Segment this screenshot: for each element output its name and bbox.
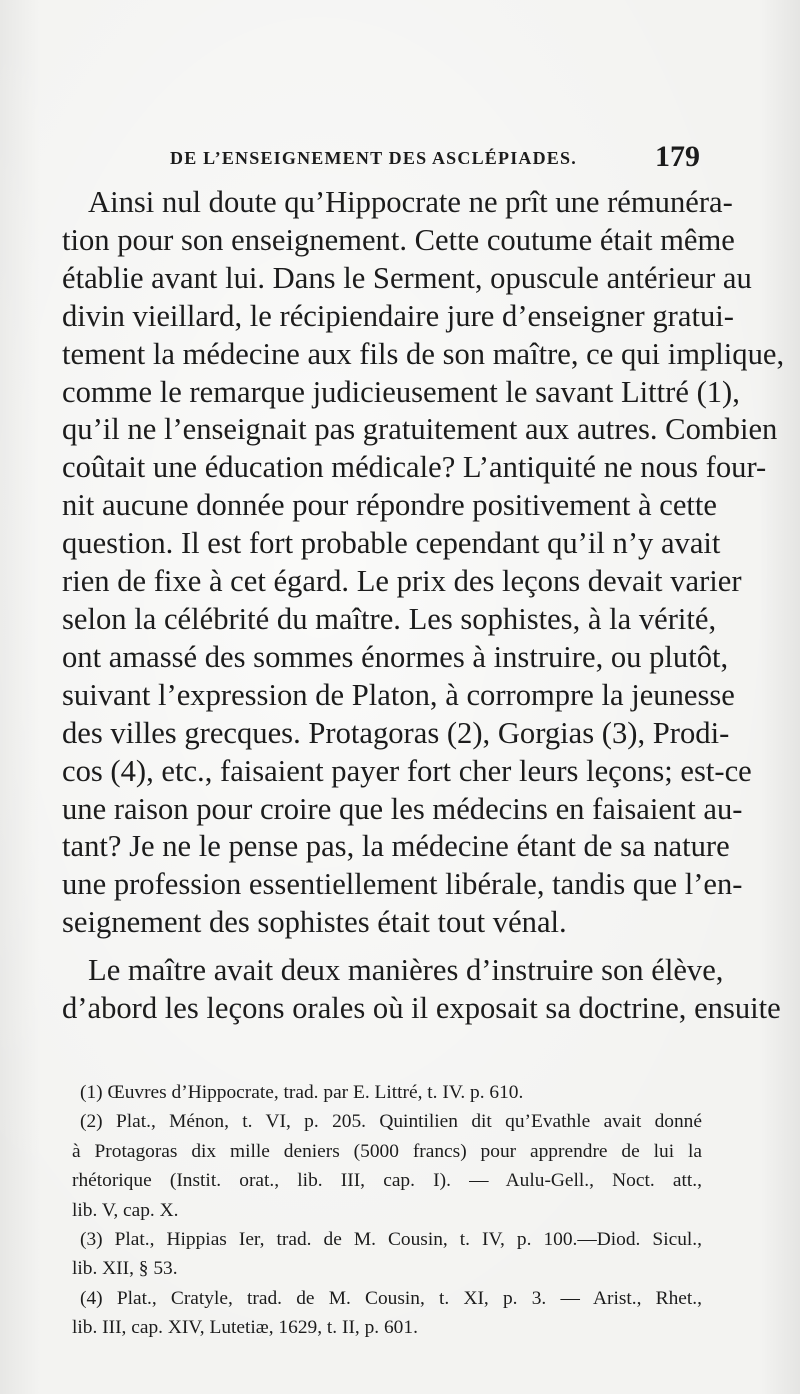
footnote-1 (72, 1078, 702, 1107)
text-line: Le maître avait deux manières d’instruire son élève, (88, 953, 724, 988)
text-line: tion pour son enseignement. Cette coutume était même (62, 222, 735, 257)
page-header (170, 140, 700, 180)
footnote-line: lib. V, cap. X. (72, 1199, 179, 1221)
footnote-3 (72, 1225, 702, 1284)
text-line: une profession essentiellement libérale, tandis que l’en- (62, 867, 743, 902)
text-line: selon la célébrité du maître. Les sophistes, à la vérité, (62, 601, 717, 636)
footnote-line: rhétorique (Instit. orat., lib. III, cap. I). — Aulu-Gell., Noct. att., (72, 1170, 702, 1192)
text-line: qu’il ne l’enseignait pas gratuitement aux autres. Combien (62, 412, 778, 447)
page-number: 179 (655, 140, 700, 173)
text-line: une raison pour croire que les médecins en faisaient au- (62, 791, 743, 826)
footnote-2 (72, 1107, 702, 1225)
text-line: nit aucune donnée pour répondre positivement à cette (62, 488, 717, 523)
text-line: comme le remarque judicieusement le savant Littré (1), (62, 374, 740, 409)
text-line: Ainsi nul doute qu’Hippocrate ne prît une rémunéra- (88, 185, 733, 219)
text-line: ont amassé des sommes énormes à instruire, ou plutôt, (62, 639, 729, 674)
running-head: DE L’ENSEIGNEMENT DES ASCLÉPIADES. (170, 148, 577, 168)
footnote-line: à Protagoras dix mille deniers (5000 francs) pour apprendre de lui la (72, 1140, 702, 1162)
text-line: coûtait une éducation médicale? L’antiquité ne nous four- (62, 450, 767, 485)
paragraph-2 (62, 952, 781, 1028)
text-line: établie avant lui. Dans le Serment, opuscule antérieur au (62, 260, 752, 295)
text-line: tement la médecine aux fils de son maître, ce qui implique, (62, 336, 785, 371)
footnote-line: lib. XII, § 53. (72, 1258, 178, 1280)
footnote-line: (1) Œuvres d’Hippocrate, trad. par E. Littré, t. IV. p. 610. (80, 1082, 524, 1103)
footnotes (72, 1078, 702, 1343)
text-line: question. Il est fort probable cependant qu’il n’y avait (62, 526, 721, 561)
footnote-4 (72, 1284, 702, 1343)
footnote-line: lib. III, cap. XIV, Lutetiæ, 1629, t. II, p. 601. (72, 1317, 418, 1339)
text-line: tant? Je ne le pense pas, la médecine étant de sa nature (62, 829, 730, 864)
text-line: seignement des sophistes était tout vénal. (62, 905, 567, 940)
footnote-line: (2) Plat., Ménon, t. VI, p. 205. Quintilien dit qu’Evathle avait donné (80, 1111, 702, 1133)
paragraph-1 (62, 184, 785, 942)
text-line: suivant l’expression de Platon, à corrompre la jeunesse (62, 677, 735, 712)
main-text (62, 184, 785, 1028)
footnote-line: (3) Plat., Hippias Ier, trad. de M. Cousin, t. IV, p. 100.—Diod. Sicul., (80, 1229, 702, 1251)
text-line: cos (4), etc., faisaient payer fort cher leurs leçons; est-ce (62, 753, 752, 788)
footnote-line: (4) Plat., Cratyle, trad. de M. Cousin, t. XI, p. 3. — Arist., Rhet., (80, 1287, 702, 1309)
text-line: rien de fixe à cet égard. Le prix des leçons devait varier (62, 564, 742, 599)
text-line: d’abord les leçons orales où il exposait sa doctrine, ensuite (62, 991, 781, 1026)
text-line: divin vieillard, le récipiendaire jure d’enseigner gratui- (62, 298, 734, 333)
text-line: des villes grecques. Protagoras (2), Gorgias (3), Prodi- (62, 715, 730, 750)
